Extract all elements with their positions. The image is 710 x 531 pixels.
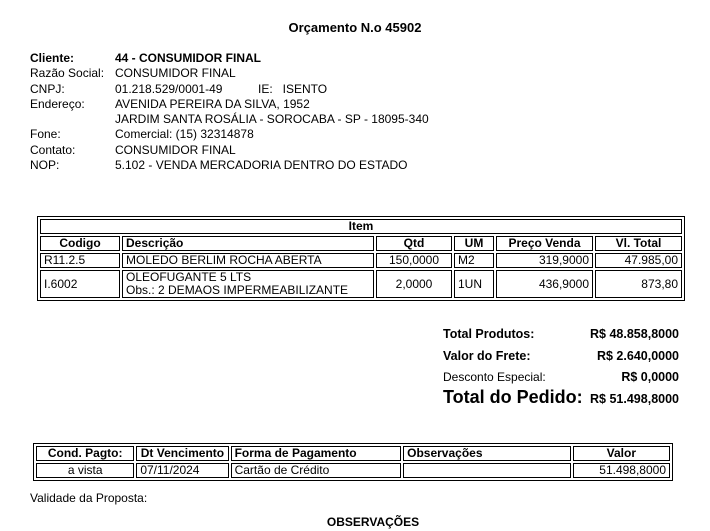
- client-row-endereco-line2: [30, 112, 429, 127]
- valor-frete-value: R$ 2.640,0000: [596, 349, 679, 363]
- razao-social-label: Razão Social:: [30, 66, 105, 81]
- valor-frete-label: Valor do Frete:: [443, 349, 531, 363]
- cell-qtd: 150,0000: [376, 253, 452, 268]
- cell-observacoes: [403, 463, 571, 478]
- cell-valor: 51.498,8000: [573, 463, 670, 478]
- observacoes-section-title: OBSERVAÇÕES: [326, 515, 420, 529]
- total-produtos-value: R$ 48.858,8000: [590, 327, 679, 341]
- payment-table: [33, 443, 673, 481]
- cell-cond-pagto: a vista: [36, 463, 134, 478]
- cell-codigo: R11.2.5: [40, 253, 120, 268]
- desconto-especial-value: R$ 0,0000: [621, 370, 679, 384]
- cell-preco-venda: 436,9000: [496, 270, 593, 298]
- endereco-label: Endereço:: [30, 96, 85, 111]
- item-row: [40, 253, 682, 268]
- client-row-endereco: [30, 97, 429, 112]
- client-row-fone: [30, 127, 429, 142]
- endereco-value-line2: JARDIM SANTA ROSÁLIA - SOROCABA - SP - 18095-340: [115, 112, 429, 127]
- total-pedido-label: Total do Pedido:: [443, 387, 583, 407]
- item-table-title-row: [40, 219, 682, 234]
- total-pedido-value: R$ 51.498,8000: [590, 392, 679, 406]
- cnpj-value: 01.218.529/0001-49: [115, 81, 223, 96]
- endereco-label-spacer: [30, 112, 115, 127]
- ie-value: ISENTO: [282, 81, 328, 96]
- item-table-header-row: [40, 236, 682, 251]
- desconto-especial-row: [443, 370, 679, 384]
- cliente-label: Cliente:: [30, 51, 75, 65]
- client-row-razao-social: [30, 66, 429, 81]
- cell-descricao: [122, 270, 374, 298]
- descricao-obs-line: Obs.: 2 DEMAOS IMPERMEABILIZANTE: [126, 283, 349, 297]
- nop-value: 5.102 - VENDA MERCADORIA DENTRO DO ESTADO: [115, 158, 408, 173]
- header-observacoes: Observações: [403, 446, 571, 461]
- client-row-nop: [30, 158, 429, 173]
- header-preco-venda: Preço Venda: [496, 236, 593, 251]
- cell-um: 1UN: [454, 270, 494, 298]
- cell-dt-vencimento: 07/11/2024: [136, 463, 228, 478]
- item-table-title: Item: [40, 219, 682, 234]
- item-table: [37, 216, 685, 301]
- header-valor: Valor: [573, 446, 670, 461]
- client-row-cnpj: [30, 82, 429, 97]
- header-forma-pagamento: Forma de Pagamento: [231, 446, 402, 461]
- payment-table-header-row: [36, 446, 670, 461]
- cnpj-value-wrap: [115, 82, 327, 97]
- razao-social-value: CONSUMIDOR FINAL: [115, 66, 236, 81]
- fone-label: Fone:: [30, 127, 61, 142]
- cell-vl-total: 47.985,00: [595, 253, 682, 268]
- ie-label: IE:: [258, 81, 273, 96]
- validade-proposta-label: Validade da Proposta:: [30, 491, 148, 505]
- cnpj-label: CNPJ:: [30, 81, 65, 96]
- cell-vl-total: 873,80: [595, 270, 682, 298]
- header-vl-total: Vl. Total: [595, 236, 682, 251]
- total-produtos-label: Total Produtos:: [443, 327, 535, 341]
- total-pedido-row: [443, 387, 679, 408]
- header-descricao: Descrição: [122, 236, 374, 251]
- document-title: Orçamento N.o 45902: [288, 20, 422, 35]
- client-info-block: [30, 51, 429, 173]
- descricao-line1: OLEOFUGANTE 5 LTS: [126, 270, 252, 284]
- header-codigo: Codigo: [40, 236, 120, 251]
- header-cond-pagto: Cond. Pagto:: [36, 446, 134, 461]
- cell-forma-pagamento: Cartão de Crédito: [231, 463, 402, 478]
- total-produtos-row: [443, 327, 679, 341]
- contato-label: Contato:: [30, 142, 76, 157]
- client-row-contato: [30, 143, 429, 158]
- nop-label: NOP:: [30, 158, 60, 173]
- header-qtd: Qtd: [376, 236, 452, 251]
- desconto-especial-label: Desconto Especial:: [443, 370, 546, 384]
- cell-descricao: MOLEDO BERLIM ROCHA ABERTA: [122, 253, 374, 268]
- valor-frete-row: [443, 349, 679, 363]
- payment-row: [36, 463, 670, 478]
- fone-value: Comercial: (15) 32314878: [115, 127, 254, 142]
- cell-codigo: I.6002: [40, 270, 120, 298]
- cliente-value: 44 - CONSUMIDOR FINAL: [115, 51, 262, 65]
- header-dt-vencimento: Dt Vencimento: [136, 446, 228, 461]
- cell-qtd: 2,0000: [376, 270, 452, 298]
- header-um: UM: [454, 236, 494, 251]
- endereco-value-line1: AVENIDA PEREIRA DA SILVA, 1952: [115, 96, 310, 111]
- cell-um: M2: [454, 253, 494, 268]
- contato-value: CONSUMIDOR FINAL: [115, 142, 236, 157]
- item-row: [40, 270, 682, 298]
- cell-preco-venda: 319,9000: [496, 253, 593, 268]
- client-row-cliente: [30, 51, 429, 66]
